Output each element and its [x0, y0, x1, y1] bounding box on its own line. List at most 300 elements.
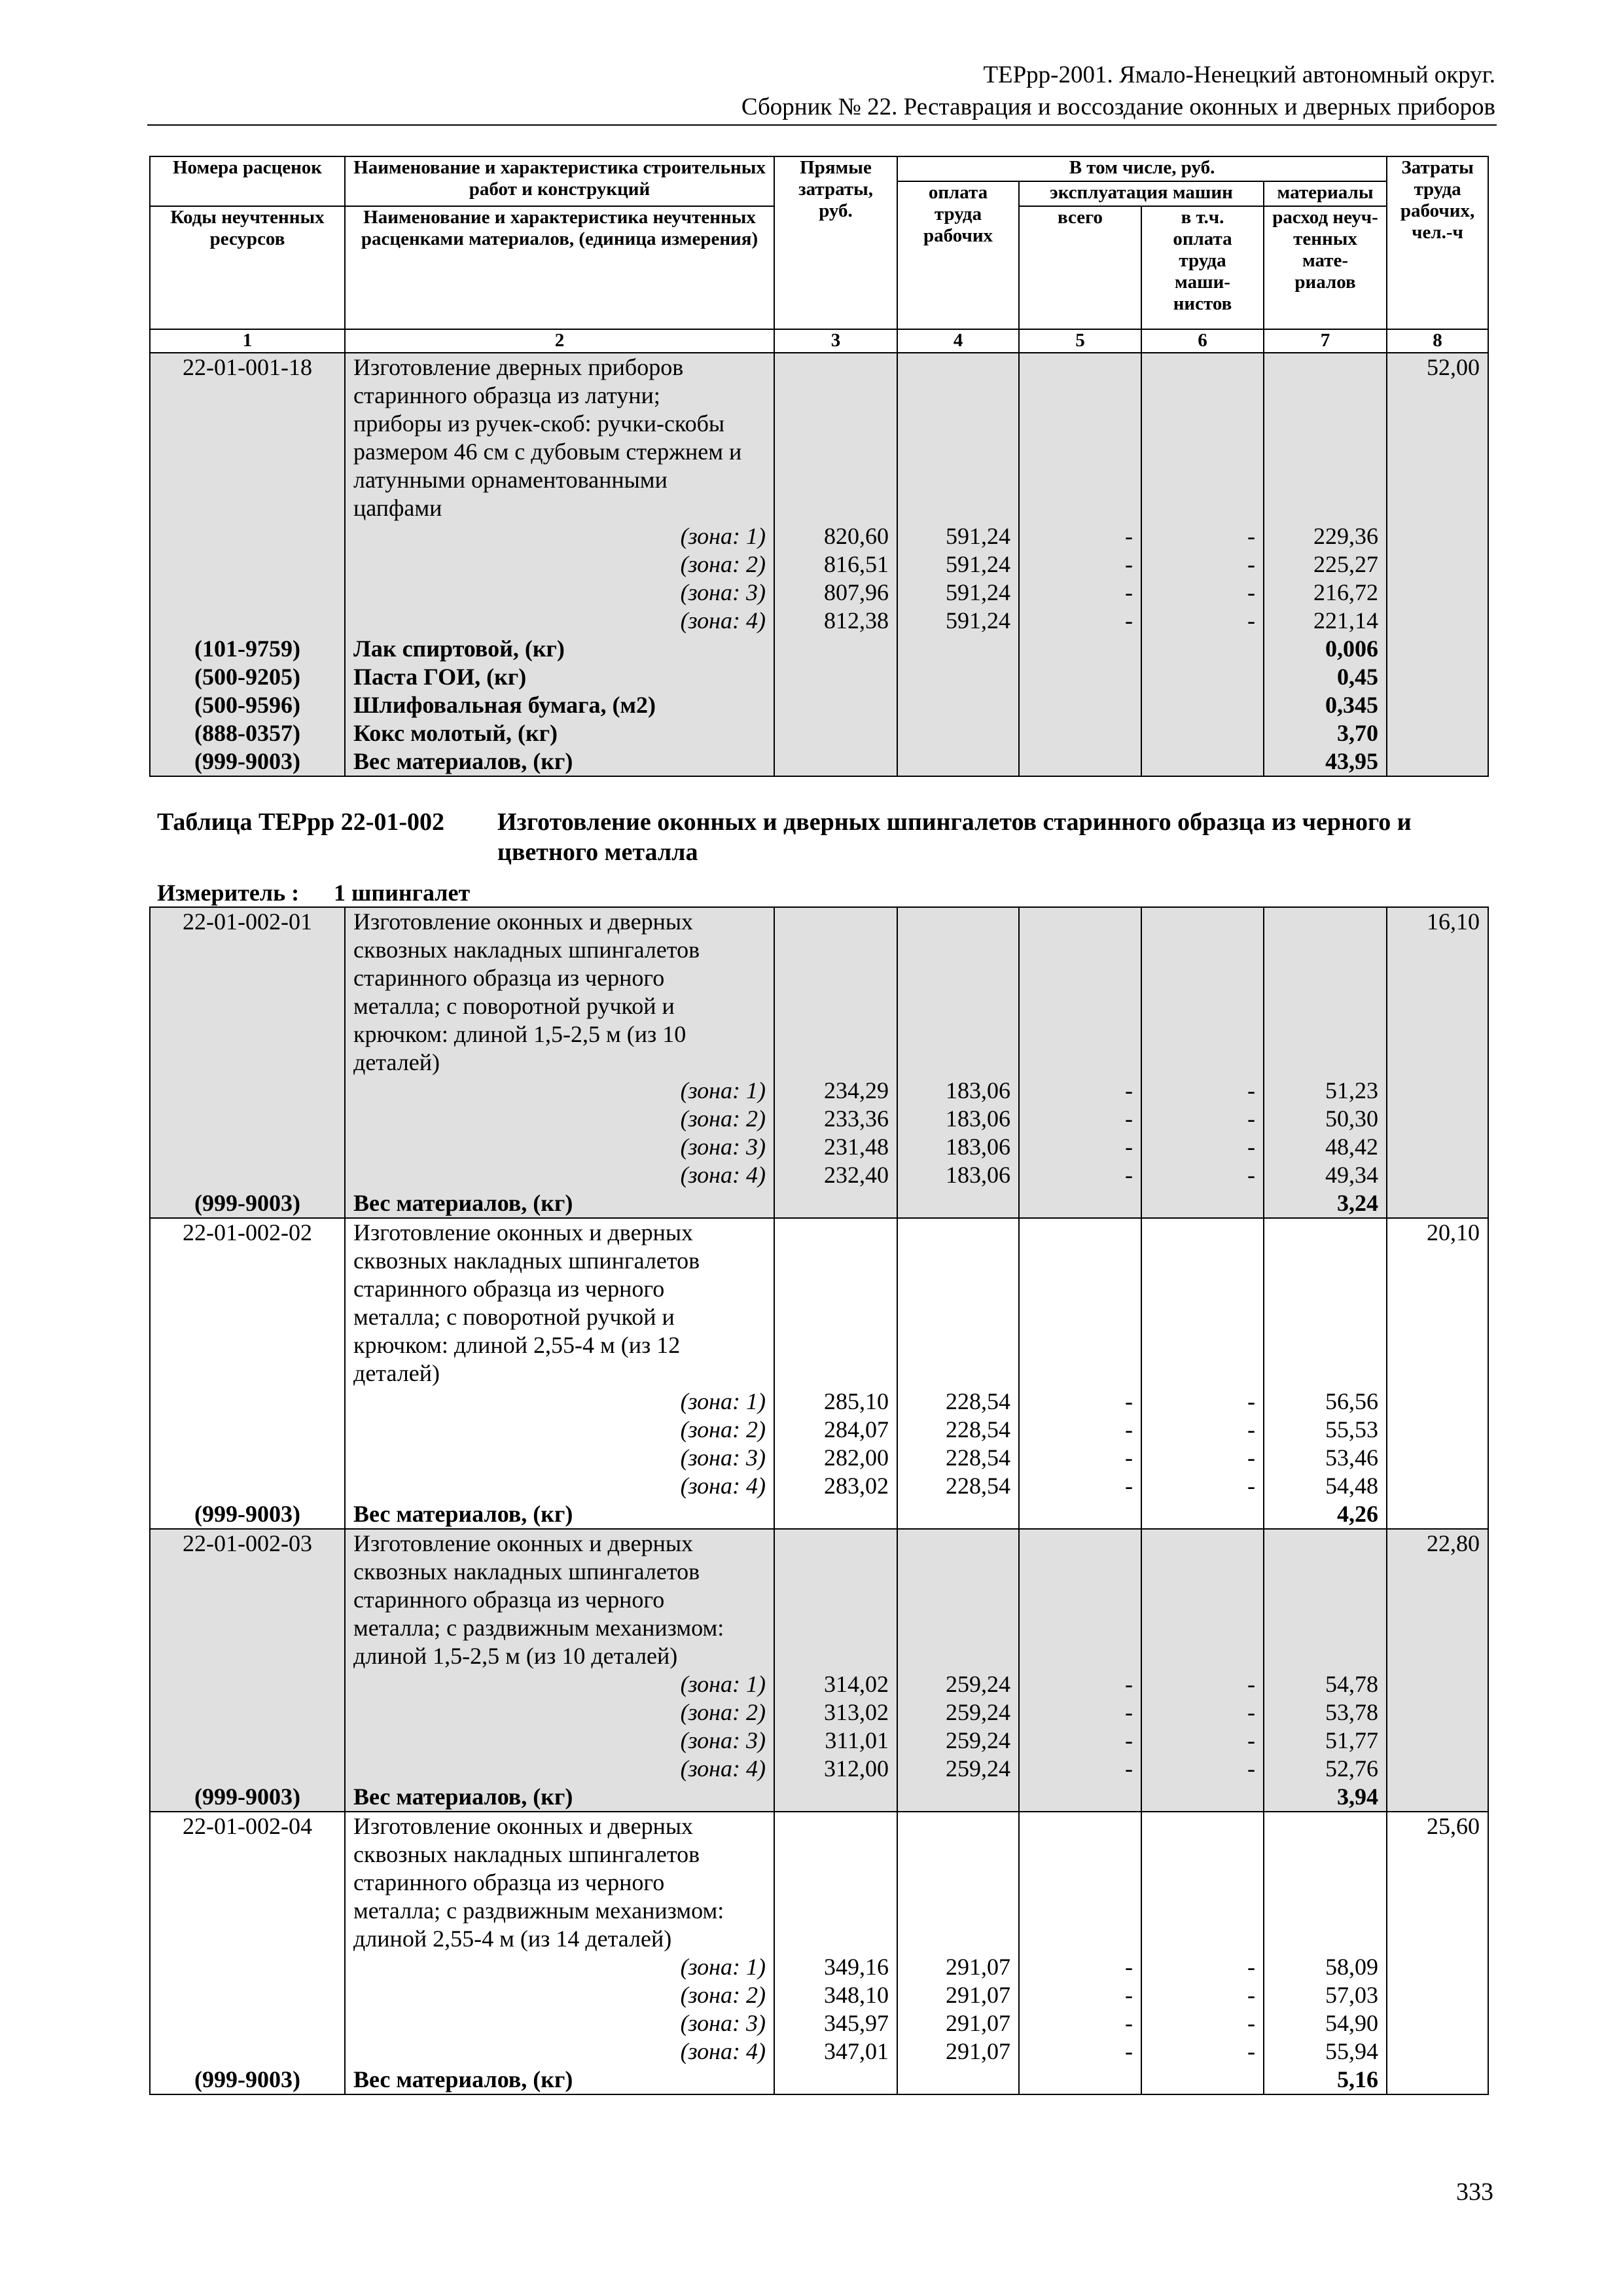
resource-code: (888-0357) — [150, 719, 345, 747]
empty-cell — [1387, 1869, 1488, 1897]
table-row — [150, 1444, 1488, 1472]
worker-wages: 591,24 — [897, 579, 1019, 607]
zone-label: (зона: 2) — [345, 550, 774, 579]
empty-cell — [1019, 1020, 1141, 1049]
empty-cell — [897, 1642, 1019, 1670]
empty-cell — [897, 1812, 1019, 1840]
materials-cost: 58,09 — [1264, 1953, 1387, 1981]
table-row — [150, 1897, 1488, 1925]
table-row — [150, 1020, 1488, 1049]
rate-description: Изготовление оконных и дверных — [345, 907, 774, 936]
machinist-wages: - — [1141, 1444, 1264, 1472]
zone-label: (зона: 2) — [345, 1105, 774, 1133]
worker-wages: 291,07 — [897, 2037, 1019, 2066]
empty-cell — [897, 907, 1019, 936]
rate-description: крючком: длиной 1,5-2,5 м (из 10 — [345, 1020, 774, 1049]
empty-cell — [774, 719, 897, 747]
empty-cell — [150, 1049, 345, 1077]
direct-cost: 232,40 — [774, 1161, 897, 1189]
material-quantity: 5,16 — [1264, 2066, 1387, 2094]
worker-wages: 591,24 — [897, 522, 1019, 550]
empty-cell — [150, 1303, 345, 1331]
table-row — [150, 1500, 1488, 1529]
empty-cell — [1019, 1359, 1141, 1388]
worker-wages: 291,07 — [897, 1981, 1019, 2009]
rate-description: деталей) — [345, 1049, 774, 1077]
empty-cell — [1141, 1020, 1264, 1049]
worker-wages: 259,24 — [897, 1698, 1019, 1727]
empty-cell — [774, 410, 897, 438]
direct-cost: 345,97 — [774, 2009, 897, 2037]
empty-cell — [1019, 1558, 1141, 1586]
table-row — [150, 382, 1488, 410]
empty-cell — [150, 1727, 345, 1755]
zone-label: (зона: 4) — [345, 1472, 774, 1500]
table-row — [150, 1869, 1488, 1897]
empty-cell — [1387, 1670, 1488, 1698]
rate-code: 22-01-002-01 — [150, 907, 345, 936]
worker-wages: 259,24 — [897, 1755, 1019, 1783]
material-quantity: 3,94 — [1264, 1783, 1387, 1812]
table-row — [150, 1416, 1488, 1444]
empty-cell — [774, 691, 897, 719]
empty-cell — [774, 1558, 897, 1586]
table-row — [150, 1925, 1488, 1953]
empty-cell — [1387, 663, 1488, 691]
machines-total: - — [1019, 1472, 1141, 1500]
empty-cell — [150, 1981, 345, 2009]
empty-cell — [150, 2037, 345, 2066]
empty-cell — [1387, 1840, 1488, 1869]
empty-cell — [1264, 1614, 1387, 1642]
table-row — [150, 663, 1488, 691]
empty-cell — [1141, 1275, 1264, 1303]
table-row — [150, 747, 1488, 776]
materials-cost: 53,46 — [1264, 1444, 1387, 1472]
column-number: 5 — [1019, 329, 1141, 353]
empty-cell — [1264, 1303, 1387, 1331]
empty-cell — [1019, 1500, 1141, 1529]
empty-cell — [774, 1783, 897, 1812]
empty-cell — [774, 1049, 897, 1077]
empty-cell — [897, 1331, 1019, 1359]
rate-description: сквозных накладных шпингалетов — [345, 1840, 774, 1869]
zone-label: (зона: 3) — [345, 2009, 774, 2037]
empty-cell — [774, 1642, 897, 1670]
machines-total: - — [1019, 1727, 1141, 1755]
empty-cell — [1387, 719, 1488, 747]
empty-cell — [1019, 494, 1141, 522]
empty-cell — [1387, 1416, 1488, 1444]
empty-cell — [1019, 1189, 1141, 1218]
table-row — [150, 1472, 1488, 1500]
machines-total: - — [1019, 1698, 1141, 1727]
rate-description: старинного образца из черного — [345, 1586, 774, 1614]
worker-wages: 259,24 — [897, 1727, 1019, 1755]
materials-cost: 54,78 — [1264, 1670, 1387, 1698]
machines-total: - — [1019, 607, 1141, 635]
table-row — [150, 691, 1488, 719]
table-row — [150, 1586, 1488, 1614]
table-row — [150, 1698, 1488, 1727]
empty-cell — [897, 1529, 1019, 1558]
rates-table-1 — [149, 156, 1489, 777]
empty-cell — [774, 1303, 897, 1331]
machinist-wages: - — [1141, 1981, 1264, 2009]
empty-cell — [1019, 747, 1141, 776]
rate-description: сквозных накладных шпингалетов — [345, 936, 774, 964]
empty-cell — [1264, 1812, 1387, 1840]
rate-description: старинного образца из черного — [345, 1869, 774, 1897]
empty-cell — [150, 936, 345, 964]
empty-cell — [897, 663, 1019, 691]
material-name: Лак спиртовой, (кг) — [345, 635, 774, 663]
zone-label: (зона: 2) — [345, 1981, 774, 2009]
empty-cell — [1264, 1218, 1387, 1247]
resource-code: (999-9003) — [150, 2066, 345, 2094]
empty-cell — [1019, 466, 1141, 494]
head-work-name: Наименование и характеристика строительных работ и конструкций — [345, 156, 774, 206]
head-materials: материалы — [1264, 181, 1387, 206]
head-in-total: В том числе, руб. — [897, 156, 1387, 181]
empty-cell — [1264, 964, 1387, 992]
empty-cell — [1387, 1897, 1488, 1925]
materials-cost: 51,77 — [1264, 1727, 1387, 1755]
materials-cost: 57,03 — [1264, 1981, 1387, 2009]
empty-cell — [1387, 992, 1488, 1020]
worker-wages: 183,06 — [897, 1133, 1019, 1161]
rate-description: Изготовление оконных и дверных — [345, 1529, 774, 1558]
empty-cell — [150, 1586, 345, 1614]
empty-cell — [1141, 964, 1264, 992]
empty-cell — [1019, 964, 1141, 992]
empty-cell — [1264, 1275, 1387, 1303]
worker-wages: 291,07 — [897, 1953, 1019, 1981]
empty-cell — [774, 1247, 897, 1275]
empty-cell — [1141, 1359, 1264, 1388]
empty-cell — [150, 1642, 345, 1670]
machines-total: - — [1019, 1670, 1141, 1698]
empty-cell — [774, 438, 897, 466]
empty-cell — [150, 1953, 345, 1981]
head-material-name: Наименование и характеристика неучтенных расценками материалов, (единица измерения) — [345, 206, 774, 329]
materials-cost: 50,30 — [1264, 1105, 1387, 1133]
empty-cell — [774, 1812, 897, 1840]
empty-cell — [774, 1840, 897, 1869]
machinist-wages: - — [1141, 522, 1264, 550]
empty-cell — [1019, 1275, 1141, 1303]
empty-cell — [1019, 1529, 1141, 1558]
empty-cell — [1141, 1303, 1264, 1331]
machinist-wages: - — [1141, 1105, 1264, 1133]
empty-cell — [1019, 992, 1141, 1020]
empty-cell — [1264, 936, 1387, 964]
empty-cell — [1387, 1586, 1488, 1614]
empty-cell — [1264, 1359, 1387, 1388]
material-quantity: 0,006 — [1264, 635, 1387, 663]
table-row — [150, 1783, 1488, 1812]
empty-cell — [1387, 607, 1488, 635]
empty-cell — [1387, 494, 1488, 522]
table-row — [150, 1981, 1488, 2009]
empty-cell — [1387, 1614, 1488, 1642]
empty-cell — [897, 1897, 1019, 1925]
empty-cell — [1019, 1925, 1141, 1953]
empty-cell — [774, 936, 897, 964]
materials-cost: 52,76 — [1264, 1755, 1387, 1783]
empty-cell — [1019, 907, 1141, 936]
rate-code: 22-01-002-03 — [150, 1529, 345, 1558]
empty-cell — [150, 1275, 345, 1303]
empty-cell — [1264, 410, 1387, 438]
empty-cell — [1387, 1698, 1488, 1727]
empty-cell — [1387, 1049, 1488, 1077]
worker-wages: 591,24 — [897, 607, 1019, 635]
direct-cost: 284,07 — [774, 1416, 897, 1444]
machines-total: - — [1019, 579, 1141, 607]
column-number: 7 — [1264, 329, 1387, 353]
empty-cell — [1387, 1981, 1488, 2009]
empty-cell — [897, 1925, 1019, 1953]
empty-cell — [897, 1275, 1019, 1303]
table-row — [150, 936, 1488, 964]
rate-description: металла; с раздвижным механизмом: — [345, 1897, 774, 1925]
material-name: Вес материалов, (кг) — [345, 2066, 774, 2094]
empty-cell — [774, 1218, 897, 1247]
table-row — [150, 1614, 1488, 1642]
table-row — [150, 1133, 1488, 1161]
empty-cell — [1264, 1529, 1387, 1558]
machines-total: - — [1019, 522, 1141, 550]
worker-wages: 183,06 — [897, 1161, 1019, 1189]
head-wages: оплата труда рабочих — [897, 181, 1019, 329]
table-row — [150, 410, 1488, 438]
empty-cell — [774, 1529, 897, 1558]
empty-cell — [1264, 1586, 1387, 1614]
empty-cell — [1387, 1359, 1488, 1388]
empty-cell — [1141, 1614, 1264, 1642]
empty-cell — [150, 550, 345, 579]
head-rate-numbers: Номера расценок — [150, 156, 345, 206]
table-row — [150, 353, 1488, 382]
empty-cell — [150, 1077, 345, 1105]
empty-cell — [897, 992, 1019, 1020]
empty-cell — [897, 438, 1019, 466]
empty-cell — [897, 1049, 1019, 1077]
empty-cell — [150, 2009, 345, 2037]
empty-cell — [897, 1783, 1019, 1812]
empty-cell — [1141, 747, 1264, 776]
resource-code: (101-9759) — [150, 635, 345, 663]
direct-cost: 311,01 — [774, 1727, 897, 1755]
table-row — [150, 2037, 1488, 2066]
empty-cell — [897, 936, 1019, 964]
materials-cost: 48,42 — [1264, 1133, 1387, 1161]
empty-cell — [150, 1133, 345, 1161]
table-row — [150, 522, 1488, 550]
rate-description: Изготовление оконных и дверных — [345, 1812, 774, 1840]
direct-cost: 282,00 — [774, 1444, 897, 1472]
empty-cell — [1387, 1161, 1488, 1189]
labor-cost: 20,10 — [1387, 1218, 1488, 1247]
empty-cell — [1141, 438, 1264, 466]
empty-cell — [150, 466, 345, 494]
direct-cost: 812,38 — [774, 607, 897, 635]
empty-cell — [774, 747, 897, 776]
empty-cell — [1141, 466, 1264, 494]
empty-cell — [1264, 494, 1387, 522]
table-row — [150, 1049, 1488, 1077]
empty-cell — [1141, 494, 1264, 522]
empty-cell — [150, 1558, 345, 1586]
empty-cell — [1264, 1642, 1387, 1670]
empty-cell — [150, 1614, 345, 1642]
empty-cell — [774, 466, 897, 494]
machines-total: - — [1019, 2037, 1141, 2066]
measure-label: Измеритель : — [157, 880, 300, 906]
zone-label: (зона: 4) — [345, 1161, 774, 1189]
machines-total: - — [1019, 1077, 1141, 1105]
table-row — [150, 550, 1488, 579]
table-row — [150, 494, 1488, 522]
materials-cost: 53,78 — [1264, 1698, 1387, 1727]
table-row — [150, 1189, 1488, 1218]
empty-cell — [1019, 1840, 1141, 1869]
empty-cell — [897, 1189, 1019, 1218]
empty-cell — [150, 1925, 345, 1953]
materials-cost: 54,90 — [1264, 2009, 1387, 2037]
materials-cost: 56,56 — [1264, 1388, 1387, 1416]
direct-cost: 348,10 — [774, 1981, 897, 2009]
empty-cell — [774, 1897, 897, 1925]
empty-cell — [1387, 579, 1488, 607]
empty-cell — [897, 494, 1019, 522]
table-2-body — [150, 907, 1488, 2094]
empty-cell — [1141, 1189, 1264, 1218]
empty-cell — [1019, 1049, 1141, 1077]
material-name: Шлифовальная бумага, (м2) — [345, 691, 774, 719]
empty-cell — [897, 635, 1019, 663]
empty-cell — [1387, 1133, 1488, 1161]
empty-cell — [897, 353, 1019, 382]
empty-cell — [897, 1218, 1019, 1247]
empty-cell — [774, 1359, 897, 1388]
empty-cell — [774, 1869, 897, 1897]
table-row — [150, 1218, 1488, 1247]
empty-cell — [1387, 1303, 1488, 1331]
empty-cell — [1387, 1388, 1488, 1416]
material-name: Вес материалов, (кг) — [345, 1783, 774, 1812]
empty-cell — [1141, 353, 1264, 382]
empty-cell — [1387, 522, 1488, 550]
empty-cell — [1264, 1247, 1387, 1275]
zone-label: (зона: 2) — [345, 1416, 774, 1444]
rate-description: деталей) — [345, 1359, 774, 1388]
machinist-wages: - — [1141, 1953, 1264, 1981]
empty-cell — [1387, 1500, 1488, 1529]
empty-cell — [1387, 466, 1488, 494]
table-label: Таблица ТЕРрр 22-01-002 — [157, 808, 445, 836]
empty-cell — [774, 1189, 897, 1218]
material-name: Вес материалов, (кг) — [345, 747, 774, 776]
table-row — [150, 1077, 1488, 1105]
empty-cell — [897, 1869, 1019, 1897]
material-name: Кокс молотый, (кг) — [345, 719, 774, 747]
table-row — [150, 2009, 1488, 2037]
page-number: 333 — [1456, 2178, 1493, 2206]
empty-cell — [150, 438, 345, 466]
empty-cell — [897, 1558, 1019, 1586]
empty-cell — [1019, 936, 1141, 964]
zone-label: (зона: 1) — [345, 1077, 774, 1105]
empty-cell — [1019, 382, 1141, 410]
table-row — [150, 1642, 1488, 1670]
materials-cost: 54,48 — [1264, 1472, 1387, 1500]
head-material-consumption: расход неуч-тенных мате-риалов — [1264, 206, 1387, 329]
empty-cell — [150, 1840, 345, 1869]
empty-cell — [897, 382, 1019, 410]
direct-cost: 231,48 — [774, 1133, 897, 1161]
empty-cell — [1141, 1558, 1264, 1586]
table-row — [150, 1388, 1488, 1416]
direct-cost: 807,96 — [774, 579, 897, 607]
empty-cell — [1387, 1077, 1488, 1105]
rate-description: старинного образца из черного — [345, 1275, 774, 1303]
direct-cost: 234,29 — [774, 1077, 897, 1105]
machinist-wages: - — [1141, 2009, 1264, 2037]
empty-cell — [150, 1698, 345, 1727]
empty-cell — [1387, 1925, 1488, 1953]
table-row — [150, 635, 1488, 663]
rate-code: 22-01-001-18 — [150, 353, 345, 382]
rate-description: Изготовление дверных приборов — [345, 353, 774, 382]
machines-total: - — [1019, 1981, 1141, 2009]
machines-total: - — [1019, 1388, 1141, 1416]
empty-cell — [1264, 438, 1387, 466]
worker-wages: 228,54 — [897, 1472, 1019, 1500]
zone-label: (зона: 4) — [345, 2037, 774, 2066]
rate-description: Изготовление оконных и дверных — [345, 1218, 774, 1247]
empty-cell — [1019, 1247, 1141, 1275]
empty-cell — [1141, 1897, 1264, 1925]
worker-wages: 291,07 — [897, 2009, 1019, 2037]
empty-cell — [1019, 1303, 1141, 1331]
rate-description: крючком: длиной 2,55-4 м (из 12 — [345, 1331, 774, 1359]
empty-cell — [1141, 1840, 1264, 1869]
empty-cell — [897, 1500, 1019, 1529]
rate-code: 22-01-002-02 — [150, 1218, 345, 1247]
table-row — [150, 1303, 1488, 1331]
empty-cell — [774, 1275, 897, 1303]
material-name: Вес материалов, (кг) — [345, 1189, 774, 1218]
rate-description: сквозных накладных шпингалетов — [345, 1247, 774, 1275]
empty-cell — [1387, 635, 1488, 663]
table-row — [150, 1275, 1488, 1303]
empty-cell — [1141, 410, 1264, 438]
empty-cell — [774, 1614, 897, 1642]
empty-cell — [1387, 1642, 1488, 1670]
empty-cell — [774, 907, 897, 936]
empty-cell — [1387, 1783, 1488, 1812]
empty-cell — [1019, 635, 1141, 663]
empty-cell — [1019, 1897, 1141, 1925]
empty-cell — [1387, 1247, 1488, 1275]
rate-description: металла; с поворотной ручкой и — [345, 992, 774, 1020]
rate-description: старинного образца из латуни; — [345, 382, 774, 410]
table-row — [150, 1161, 1488, 1189]
empty-cell — [1141, 1783, 1264, 1812]
empty-cell — [1141, 719, 1264, 747]
